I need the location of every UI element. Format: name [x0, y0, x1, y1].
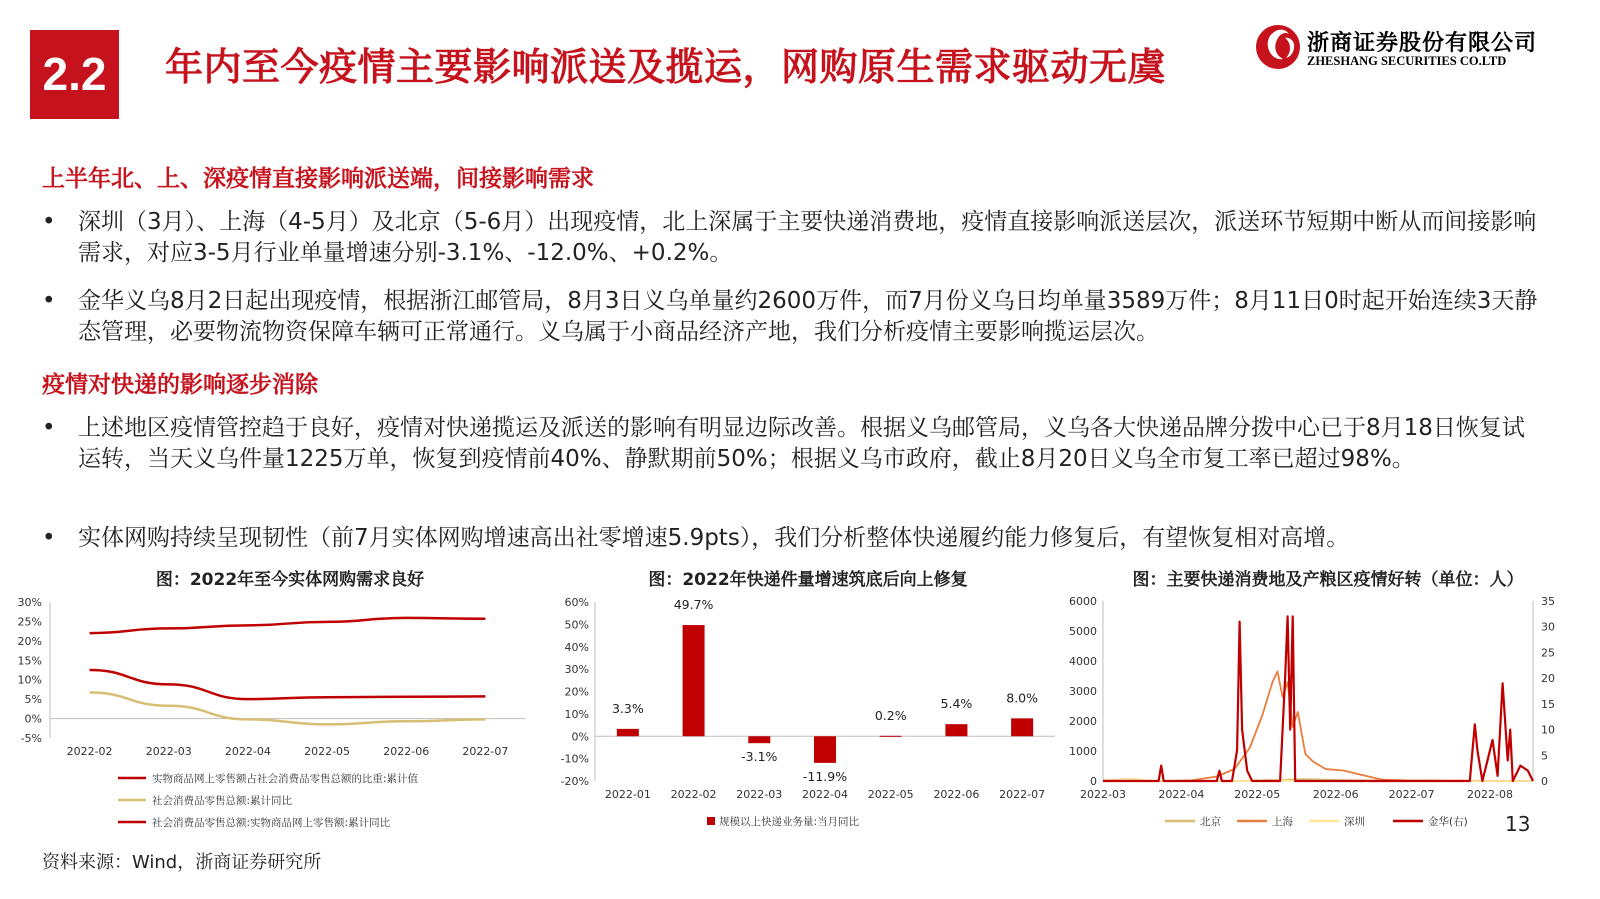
chart2-title: 图：2022年快递件量增速筑底后向上修复	[648, 570, 968, 590]
chart2-data-label: 49.7%	[673, 597, 714, 613]
chart2-bar-2022-02	[683, 625, 705, 736]
chart3-y-tick-right: 20	[1541, 672, 1555, 686]
chart3-covid-cases	[1065, 588, 1595, 838]
chart3-y-tick-left: 4000	[1069, 655, 1097, 668]
chart3-x-tick: 2022-05	[1234, 788, 1281, 801]
chart3-x-tick: 2022-03	[1080, 788, 1126, 801]
chart3-y-tick-right: 0	[1541, 775, 1548, 788]
bullet-text: 上述地区疫情管控趋于良好，疫情对快递揽运及派送的影响有明显边际改善。根据义乌邮管局，义乌各大快递品牌分拨中心已于8月18日恢复试运转，当天义乌件量1225万单，恢复到疫情前40%、静默期前50%；根据义乌市政府，截止8月20日义乌全市复工率已超过98%。	[78, 415, 1525, 472]
chart3-y-tick-right: 10	[1541, 723, 1555, 737]
chart2-data-label: -3.1%	[741, 749, 778, 765]
chart2-x-tick: 2022-01	[604, 788, 651, 801]
chart1-x-tick: 2022-05	[304, 745, 351, 758]
section-number-badge: 2.2	[30, 30, 119, 119]
chart1-legend-label: 社会消费品零售总额:累计同比	[152, 795, 293, 807]
chart3-legend-label: 金华(右)	[1428, 816, 1468, 828]
bullet-dot: •	[42, 415, 56, 441]
chart3-x-tick: 2022-04	[1158, 788, 1205, 801]
chart3-y-tick-right: 25	[1541, 646, 1555, 660]
chart2-x-tick: 2022-07	[999, 788, 1046, 801]
chart3-y-tick-left: 0	[1090, 775, 1097, 788]
chart2-bar-2022-01	[617, 729, 639, 736]
chart1-x-tick: 2022-04	[224, 745, 271, 758]
chart2-y-tick: 40%	[564, 640, 589, 654]
chart1-x-tick: 2022-03	[145, 745, 192, 758]
chart3-y-tick-left: 1000	[1069, 745, 1097, 758]
bullet-text: 金华义乌8月2日起出现疫情，根据浙江邮管局，8月3日义乌单量约2600万件，而7月份义乌日均单量3589万件；8月11日0时起开始连续3天静态管理，必要物流物资保障车辆可正常通行。义乌属于小商品经济产地，我们分析疫情主要影响揽运层次。	[78, 288, 1538, 345]
chart2-x-tick: 2022-06	[933, 788, 980, 801]
chart2-y-tick: 10%	[564, 707, 589, 721]
chart2-x-tick: 2022-04	[802, 788, 848, 801]
chart2-bar-2022-06	[945, 724, 967, 736]
chart1-y-tick: 25%	[17, 615, 42, 629]
bullet-dot: •	[42, 288, 56, 314]
bullet-dot: •	[42, 525, 56, 551]
chart3-series-line-3	[1103, 616, 1533, 781]
logo-english-name: ZHESHANG SECURITIES CO.LTD	[1307, 54, 1507, 68]
chart3-y-tick-right: 30	[1541, 620, 1555, 634]
bullet-text: 实体网购持续呈现韧性（前7月实体网购增速高出社零增速5.9pts），我们分析整体快递履约能力修复后，有望恢复相对高增。	[78, 525, 1350, 551]
company-logo	[1255, 24, 1538, 76]
chart1-y-tick: 15%	[17, 654, 42, 668]
chart2-x-tick: 2022-05	[867, 788, 914, 801]
chart3-x-tick: 2022-06	[1312, 788, 1359, 801]
chart2-data-label: -11.9%	[802, 768, 848, 784]
chart2-y-tick: 60%	[564, 596, 589, 609]
chart1-y-tick: 20%	[17, 634, 42, 648]
chart1-y-tick: 30%	[17, 596, 42, 609]
section-heading-1: 上半年北、上、深疫情直接影响派送端，间接影响需求	[42, 166, 594, 192]
chart3-title: 图：主要快递消费地及产粮区疫情好转（单位：人）	[1132, 570, 1524, 590]
chart1-y-tick: -5%	[20, 732, 42, 745]
chart3-legend-label: 北京	[1200, 816, 1221, 828]
chart2-bar-2022-07	[1011, 718, 1033, 736]
chart1-y-tick: 0%	[24, 712, 42, 726]
chart1-x-tick: 2022-07	[462, 745, 509, 758]
chart1-title: 图：2022年至今实体网购需求良好	[155, 570, 425, 590]
chart2-data-label: 3.3%	[611, 700, 644, 716]
chart2-bar-2022-05	[880, 736, 902, 737]
chart1-series-line-0	[90, 618, 486, 633]
zheshang-logo-icon	[1255, 24, 1301, 70]
chart2-x-tick: 2022-03	[736, 788, 783, 801]
chart2-bar-2022-04	[814, 736, 836, 763]
chart2-data-label: 5.4%	[940, 696, 973, 712]
chart3-y-tick-left: 3000	[1069, 685, 1097, 698]
chart2-y-tick: -20%	[560, 775, 589, 788]
chart1-y-tick: 5%	[24, 693, 42, 707]
chart2-data-label: 8.0%	[1006, 690, 1039, 706]
chart2-express-volume	[545, 588, 1065, 838]
chart1-x-tick: 2022-06	[383, 745, 430, 758]
chart3-y-tick-right: 35	[1541, 595, 1555, 608]
chart1-y-tick: 10%	[17, 673, 42, 687]
chart2-legend-swatch	[707, 817, 715, 825]
chart1-online-retail	[0, 588, 545, 838]
section-heading-2: 疫情对快递的影响逐步消除	[42, 372, 318, 398]
chart3-y-tick-right: 15	[1541, 697, 1555, 711]
chart2-y-tick: 0%	[571, 730, 589, 744]
chart3-x-tick: 2022-07	[1388, 788, 1435, 801]
slide-title: 年内至今疫情主要影响派送及揽运，网购原生需求驱动无虞	[165, 45, 1167, 89]
chart2-y-tick: 50%	[564, 618, 589, 632]
logo-chinese-name: 浙商证券股份有限公司	[1307, 31, 1538, 56]
chart3-legend-label: 深圳	[1344, 816, 1365, 828]
chart2-data-label: 0.2%	[874, 707, 907, 723]
chart2-y-tick: 20%	[564, 685, 589, 699]
chart2-y-tick: -10%	[560, 752, 589, 766]
chart2-x-tick: 2022-02	[670, 788, 717, 801]
chart1-series-line-2	[90, 670, 486, 699]
chart3-y-tick-left: 5000	[1069, 625, 1097, 638]
data-source-note: 资料来源：Wind，浙商证券研究所	[42, 852, 322, 873]
page-number: 13	[1505, 812, 1531, 836]
chart2-bar-2022-03	[748, 736, 770, 743]
chart3-legend-label: 上海	[1272, 816, 1293, 828]
chart2-y-tick: 30%	[564, 663, 589, 677]
bullet-dot: •	[42, 209, 56, 235]
chart3-series-line-1	[1103, 672, 1533, 782]
chart1-x-tick: 2022-02	[66, 745, 113, 758]
chart1-legend-label: 社会消费品零售总额:实物商品网上零售额:累计同比	[152, 817, 391, 829]
bullet-text: 深圳（3月）、上海（4-5月）及北京（5-6月）出现疫情，北上深属于主要快递消费地，疫情直接影响派送层次，派送环节短期中断从而间接影响需求，对应3-5月行业单量增速分别-3.1%、-12.0%、+0.2%。	[78, 209, 1537, 266]
chart1-legend-label: 实物商品网上零售额占社会消费品零售总额的比重:累计值	[152, 773, 419, 785]
chart3-x-tick: 2022-08	[1467, 788, 1513, 801]
chart3-y-tick-left: 6000	[1069, 595, 1097, 608]
chart3-y-tick-right: 5	[1541, 749, 1548, 763]
chart2-legend-label: 规模以上快递业务量:当月同比	[719, 816, 860, 828]
chart3-y-tick-left: 2000	[1069, 715, 1097, 728]
